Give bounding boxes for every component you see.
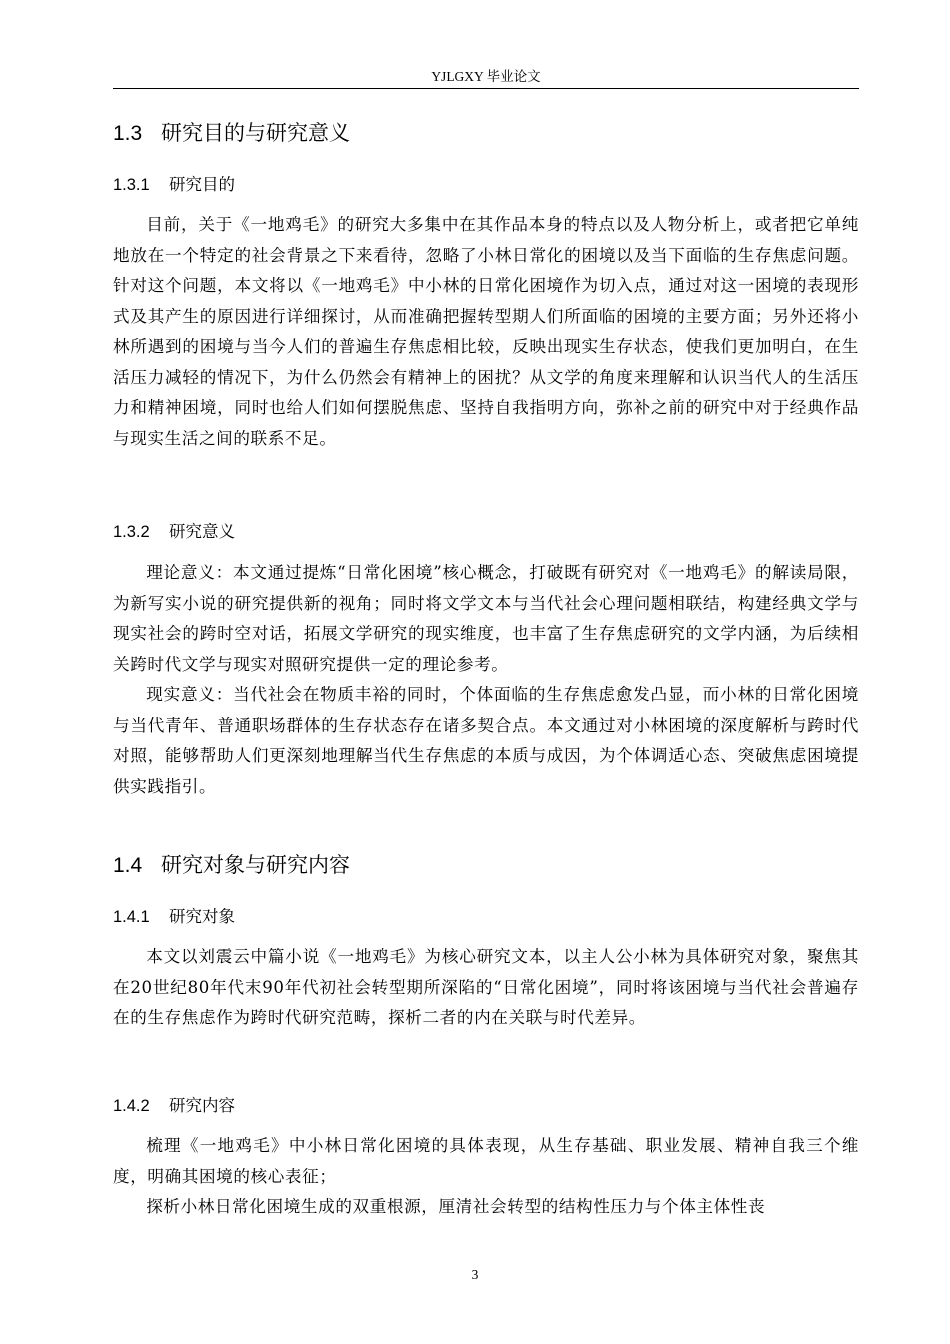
subsection-number: 1.4.1 bbox=[113, 908, 150, 926]
subsection-title: 研究目的 bbox=[169, 175, 235, 194]
subsection-number: 1.3.2 bbox=[113, 523, 150, 541]
subsection-heading-1-4-1 bbox=[113, 907, 235, 927]
section-heading-1-3 bbox=[113, 121, 350, 146]
subsection-number: 1.3.1 bbox=[113, 176, 150, 194]
page-header: YJLGXY 毕业论文 bbox=[113, 68, 859, 89]
subsection-title: 研究对象 bbox=[169, 907, 235, 926]
page-number: 3 bbox=[471, 1267, 479, 1282]
paragraph-research-purpose: 目前，关于《一地鸡毛》的研究大多集中在其作品本身的特点以及人物分析上，或者把它单纯地放在一个特定的社会背景之下来看待，忽略了小林日常化的困境以及当下面临的生存焦虑问题。针对这个问题，本文将以《一地鸡毛》中小林的日常化困境作为切入点，通过对这一困境的表现形式及其产生的原因进行详细探讨，从而准确把握转型期人们所面临的困境的主要方面；另外还将小林所遇到的困境与当今人们的普遍生存焦虑相比较，反映出现实生存状态，使我们更加明白，在生活压力减轻的情况下，为什么仍然会有精神上的困扰？从文学的角度来理解和认识当代人的生活压力和精神困境，同时也给人们如何摆脱焦虑、坚持自我指明方向，弥补之前的研究中对于经典作品与现实生活之间的联系不足。 bbox=[113, 215, 859, 448]
subsection-heading-1-3-1 bbox=[113, 175, 235, 195]
paragraph-research-object: 本文以刘震云中篇小说《一地鸡毛》为核心研究文本，以主人公小林为具体研究对象，聚焦其在20世纪80年代末90年代初社会转型期所深陷的“日常化困境”，同时将该困境与当代社会普遍存在的生存焦虑作为跨时代研究范畴，探析二者的内在关联与时代差异。 bbox=[113, 947, 859, 1027]
section-title: 研究对象与研究内容 bbox=[161, 853, 350, 877]
subsection-title: 研究意义 bbox=[169, 522, 235, 541]
paragraph-practical-significance: 现实意义：当代社会在物质丰裕的同时，个体面临的生存焦虑愈发凸显，而小林的日常化困境与当代青年、普通职场群体的生存状态存在诸多契合点。本文通过对小林困境的深度解析与跨时代对照，能够帮助人们更深刻地理解当代生存焦虑的本质与成因，为个体调适心态、突破焦虑困境提供实践指引。 bbox=[113, 685, 859, 796]
section-number: 1.4 bbox=[113, 854, 143, 877]
paragraph-theoretical-significance: 理论意义：本文通过提炼“日常化困境”核心概念，打破既有研究对《一地鸡毛》的解读局限，为新写实小说的研究提供新的视角；同时将文学文本与当代社会心理问题相联结，构建经典文学与现实社会的跨时空对话，拓展文学研究的现实维度，也丰富了生存焦虑研究的文学内涵，为后续相关跨时代文学与现实对照研究提供一定的理论参考。 bbox=[113, 563, 859, 674]
subsection-heading-1-3-2 bbox=[113, 522, 235, 542]
subsection-title: 研究内容 bbox=[169, 1096, 235, 1115]
paragraph-research-content-2: 探析小林日常化困境生成的双重根源，厘清社会转型的结构性压力与个体主体性丧 bbox=[146, 1197, 766, 1216]
section-heading-1-4 bbox=[113, 853, 350, 878]
subsection-number: 1.4.2 bbox=[113, 1097, 150, 1115]
section-title: 研究目的与研究意义 bbox=[161, 121, 350, 145]
subsection-heading-1-4-2 bbox=[113, 1096, 235, 1116]
section-number: 1.3 bbox=[113, 122, 143, 145]
paragraph-research-content-1: 梳理《一地鸡毛》中小林日常化困境的具体表现，从生存基础、职业发展、精神自我三个维度，明确其困境的核心表征； bbox=[113, 1136, 859, 1186]
